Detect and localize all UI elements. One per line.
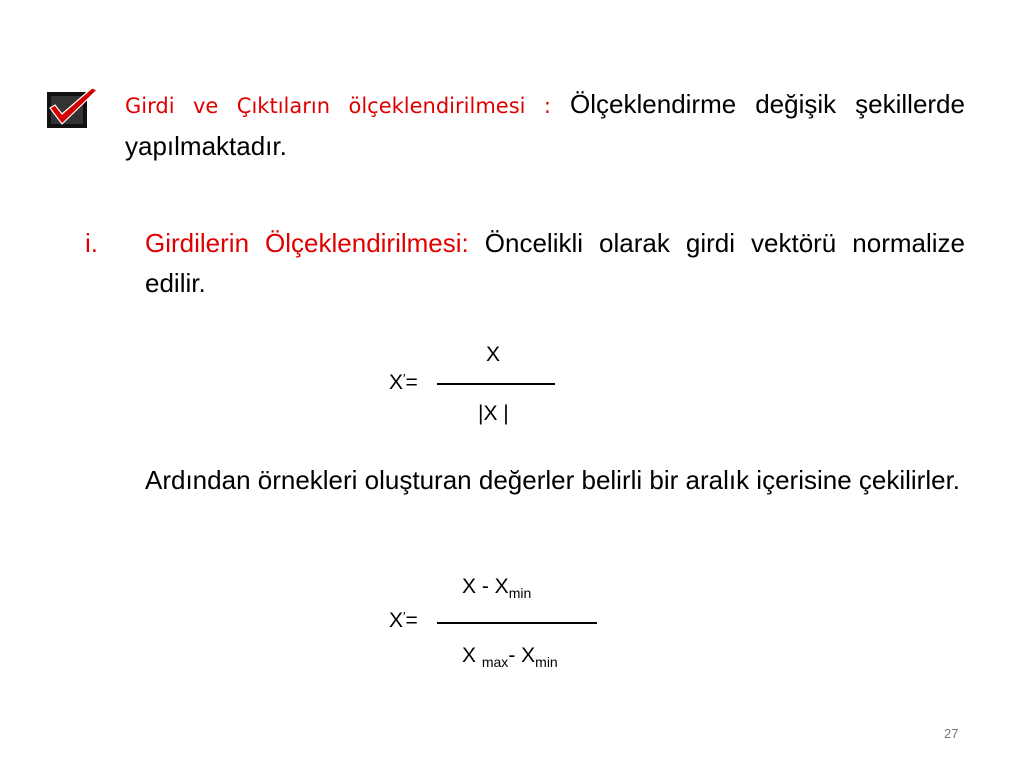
formula2-fraction-line [437, 622, 597, 624]
input-scaling-heading: Girdilerin Ölçeklendirilmesi: [145, 228, 469, 258]
scaling-heading: Girdi ve Çıktıların ölçeklendirilmesi : [125, 94, 552, 118]
range-paragraph [145, 460, 965, 500]
formula1-denominator: |X | [478, 402, 509, 425]
page-number: 27 [944, 726, 959, 741]
formula1-lhs: X′= [389, 371, 418, 394]
formula2-denominator: X $_{max}$- $X_{min}$ [462, 644, 558, 670]
formula2-numerator: X - $X_{min}$ [462, 575, 532, 601]
list-marker: i. [85, 228, 98, 258]
scaling-intro-text: Ölçeklendirme değişik şekillerde yapılmaktadır. [125, 89, 965, 161]
formula2-lhs: X′= [389, 609, 418, 632]
checkmark-box-icon [45, 86, 101, 132]
input-scaling-paragraph [145, 223, 965, 303]
input-scaling-text: Öncelikli olarak girdi vektörü normalize edilir. [145, 228, 965, 298]
scaling-intro-paragraph [125, 84, 965, 166]
formula1-fraction-line [437, 383, 555, 385]
formula1-numerator: X [486, 343, 501, 366]
range-text: Ardından örnekleri oluşturan değerler belirli bir aralık içerisine çekilirler. [145, 465, 961, 495]
